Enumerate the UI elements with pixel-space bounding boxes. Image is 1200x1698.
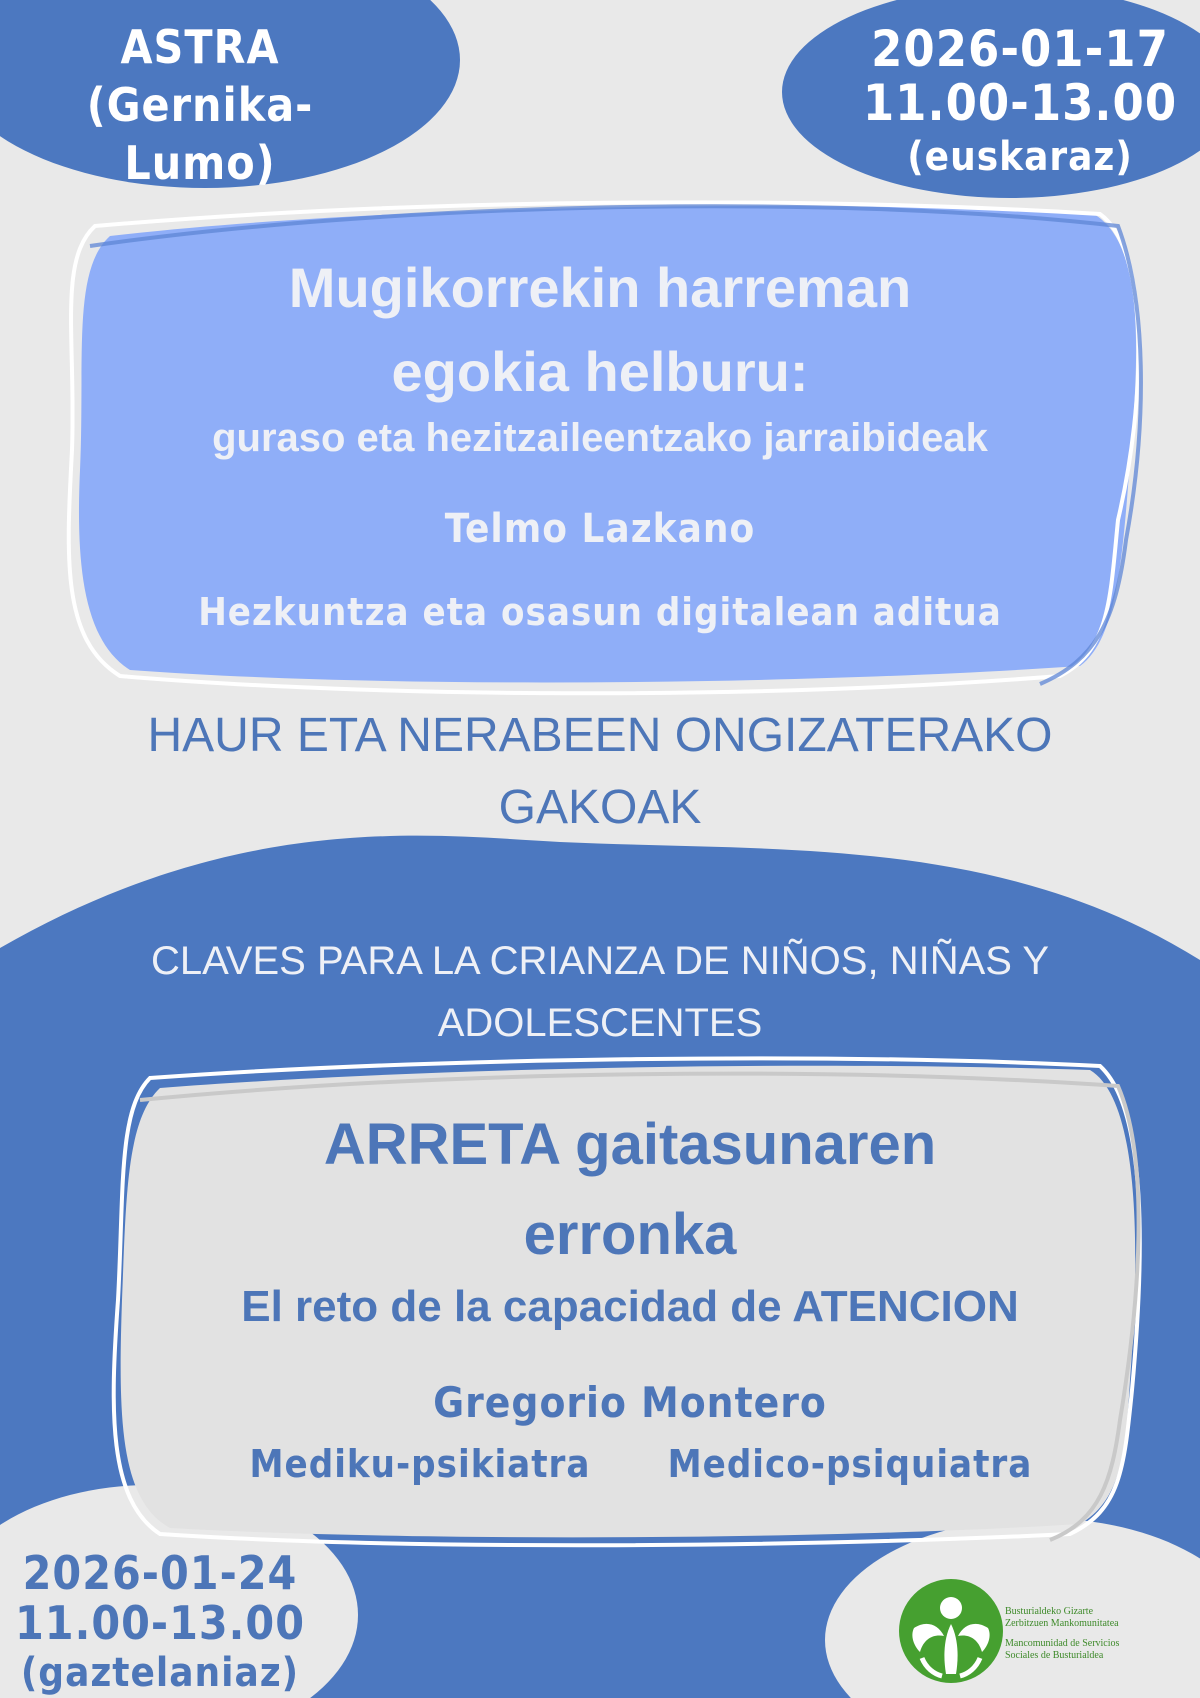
session1-title [60, 246, 1140, 414]
organizer-name [1005, 1606, 1119, 1662]
session1-title-line1: Mugikorrekin harreman [288, 256, 912, 319]
organizer-name-eu-2: Zerbitzuen Mankomunitatea [1005, 1618, 1119, 1629]
session2-schedule [0, 1548, 320, 1698]
session1-title-line2: egokia helburu: [391, 340, 809, 403]
session2-speaker-role-eu: Mediku-psikiatra [249, 1442, 591, 1486]
session1-language: (euskaraz) [907, 134, 1133, 180]
mankomunitatea-logo-icon [896, 1576, 1006, 1686]
session2-title [120, 1100, 1140, 1280]
session2-language: (gaztelaniaz) [20, 1650, 300, 1696]
venue-name: ASTRA [120, 20, 280, 74]
session1-time: 11.00-13.00 [862, 74, 1178, 132]
series-heading-eu: HAUR ETA NERABEEN ONGIZATERAKO GAKOAK [147, 709, 1053, 834]
series-heading-es: CLAVES PARA LA CRIANZA DE NIÑOS, NIÑAS Y ADOLESCENTES [150, 939, 1050, 1045]
session1-date: 2026-01-17 [871, 20, 1169, 78]
session1-subtitle: guraso eta hezitzaileentzako jarraibideak [212, 416, 988, 460]
session2-date: 2026-01-24 [22, 1546, 298, 1600]
venue-town: (Gernika-Lumo) [86, 78, 314, 190]
organizer-name-es-2: Sociales de Busturialdea [1005, 1650, 1104, 1661]
session1-schedule [840, 22, 1200, 184]
session1-speaker: Telmo Lazkano [444, 506, 756, 552]
venue [20, 18, 380, 192]
session2-speaker-role-es: Medico-psiquiatra [667, 1442, 1033, 1486]
session1-speaker-role: Hezkuntza eta osasun digitalean aditua [198, 590, 1002, 634]
session2-subtitle: El reto de la capacidad de ATENCION [241, 1282, 1019, 1331]
session2-title-line2: erronka [523, 1202, 737, 1267]
session2-speaker: Gregorio Montero [433, 1378, 827, 1427]
organizer-name-eu-1: Busturialdeko Gizarte [1005, 1606, 1094, 1617]
organizer-name-es-1: Mancomunidad de Servicios [1005, 1638, 1120, 1649]
session2-time: 11.00-13.00 [15, 1596, 305, 1650]
session2-title-line1: ARRETA gaitasunaren [323, 1112, 937, 1177]
